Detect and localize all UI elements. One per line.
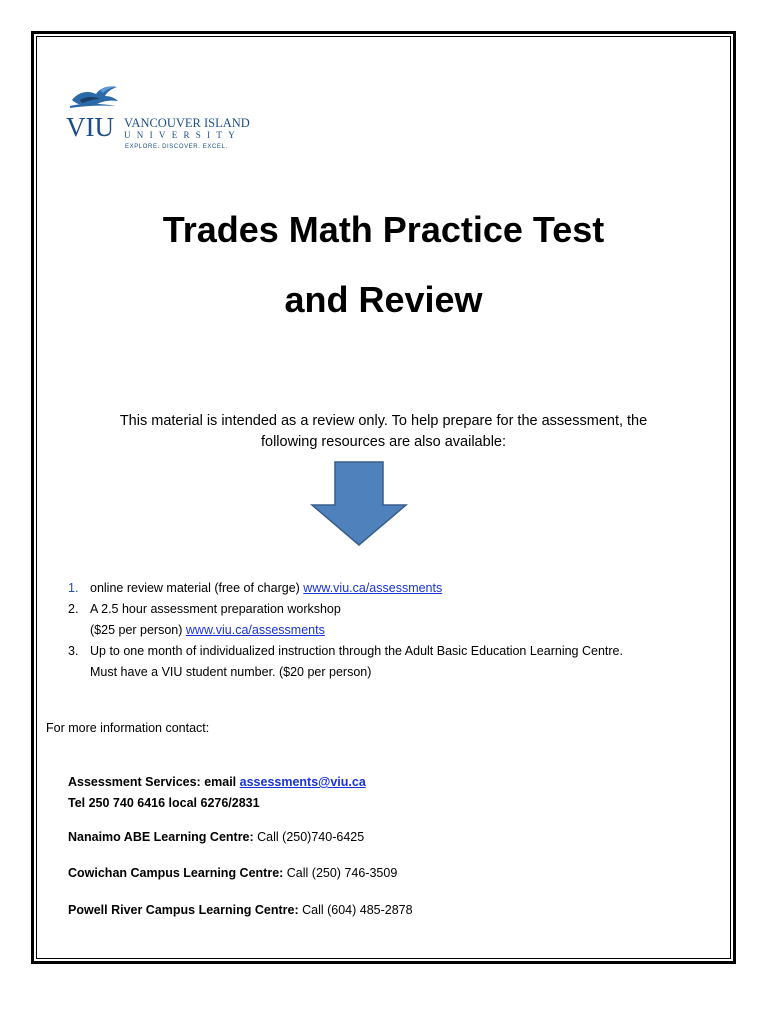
cowichan-contact [68, 863, 397, 884]
cowichan-label: Cowichan Campus Learning Centre: [68, 866, 287, 880]
list-item-text: Up to one month of individualized instruction through the Adult Basic Education Learning Centre. [90, 644, 623, 658]
down-arrow-icon [310, 460, 410, 548]
powell-river-label: Powell River Campus Learning Centre: [68, 903, 303, 917]
more-info-heading: For more information contact: [46, 721, 210, 735]
page-title-line-2: and Review [284, 279, 483, 320]
viu-logo [66, 84, 266, 154]
nanaimo-phone: Call (250)740-6425 [257, 830, 365, 844]
cowichan-phone: Call (250) 746-3509 [286, 866, 398, 880]
list-item-text: online review material (free of charge) [90, 581, 304, 595]
list-item-text-2: ($25 per person) [90, 623, 186, 637]
nanaimo-contact [68, 827, 364, 848]
assessment-services-label: Assessment Services: email [68, 775, 240, 789]
logo-name: VANCOUVER ISLAND [124, 116, 250, 130]
logo-viu-mark: VIU [66, 112, 114, 142]
list-item [68, 599, 708, 641]
list-item [68, 578, 708, 599]
assessment-email-link[interactable]: assessments@viu.ca [239, 775, 366, 789]
resources-list [68, 578, 708, 683]
intro-line-2: following resources are also available: [260, 434, 507, 450]
list-item-text-2: Must have a VIU student number. ($20 per person) [90, 665, 372, 679]
powell-river-contact [68, 900, 413, 921]
nanaimo-label: Nanaimo ABE Learning Centre: [68, 830, 258, 844]
bird-logo-icon [70, 84, 120, 110]
logo-university: UNIVERSITY [124, 130, 241, 140]
intro-line-1: This material is intended as a review only. To help prepare for the assessment, the [119, 413, 648, 429]
list-item-text: A 2.5 hour assessment preparation workshop [90, 602, 341, 616]
list-number: 3. [68, 644, 79, 658]
page-title-line-1: Trades Math Practice Test [162, 209, 605, 250]
logo-tagline: EXPLORE. DISCOVER. EXCEL. [125, 144, 228, 150]
workshop-link[interactable]: www.viu.ca/assessments [185, 623, 325, 637]
assessment-tel: Tel 250 740 6416 local 6276/2831 [68, 796, 260, 810]
list-item [68, 641, 708, 683]
assessments-link[interactable]: www.viu.ca/assessments [303, 581, 443, 595]
assessment-services-contact [68, 772, 366, 793]
powell-river-phone: Call (604) 485-2878 [302, 903, 413, 917]
list-number: 1. [68, 581, 79, 595]
list-number: 2. [68, 602, 79, 616]
